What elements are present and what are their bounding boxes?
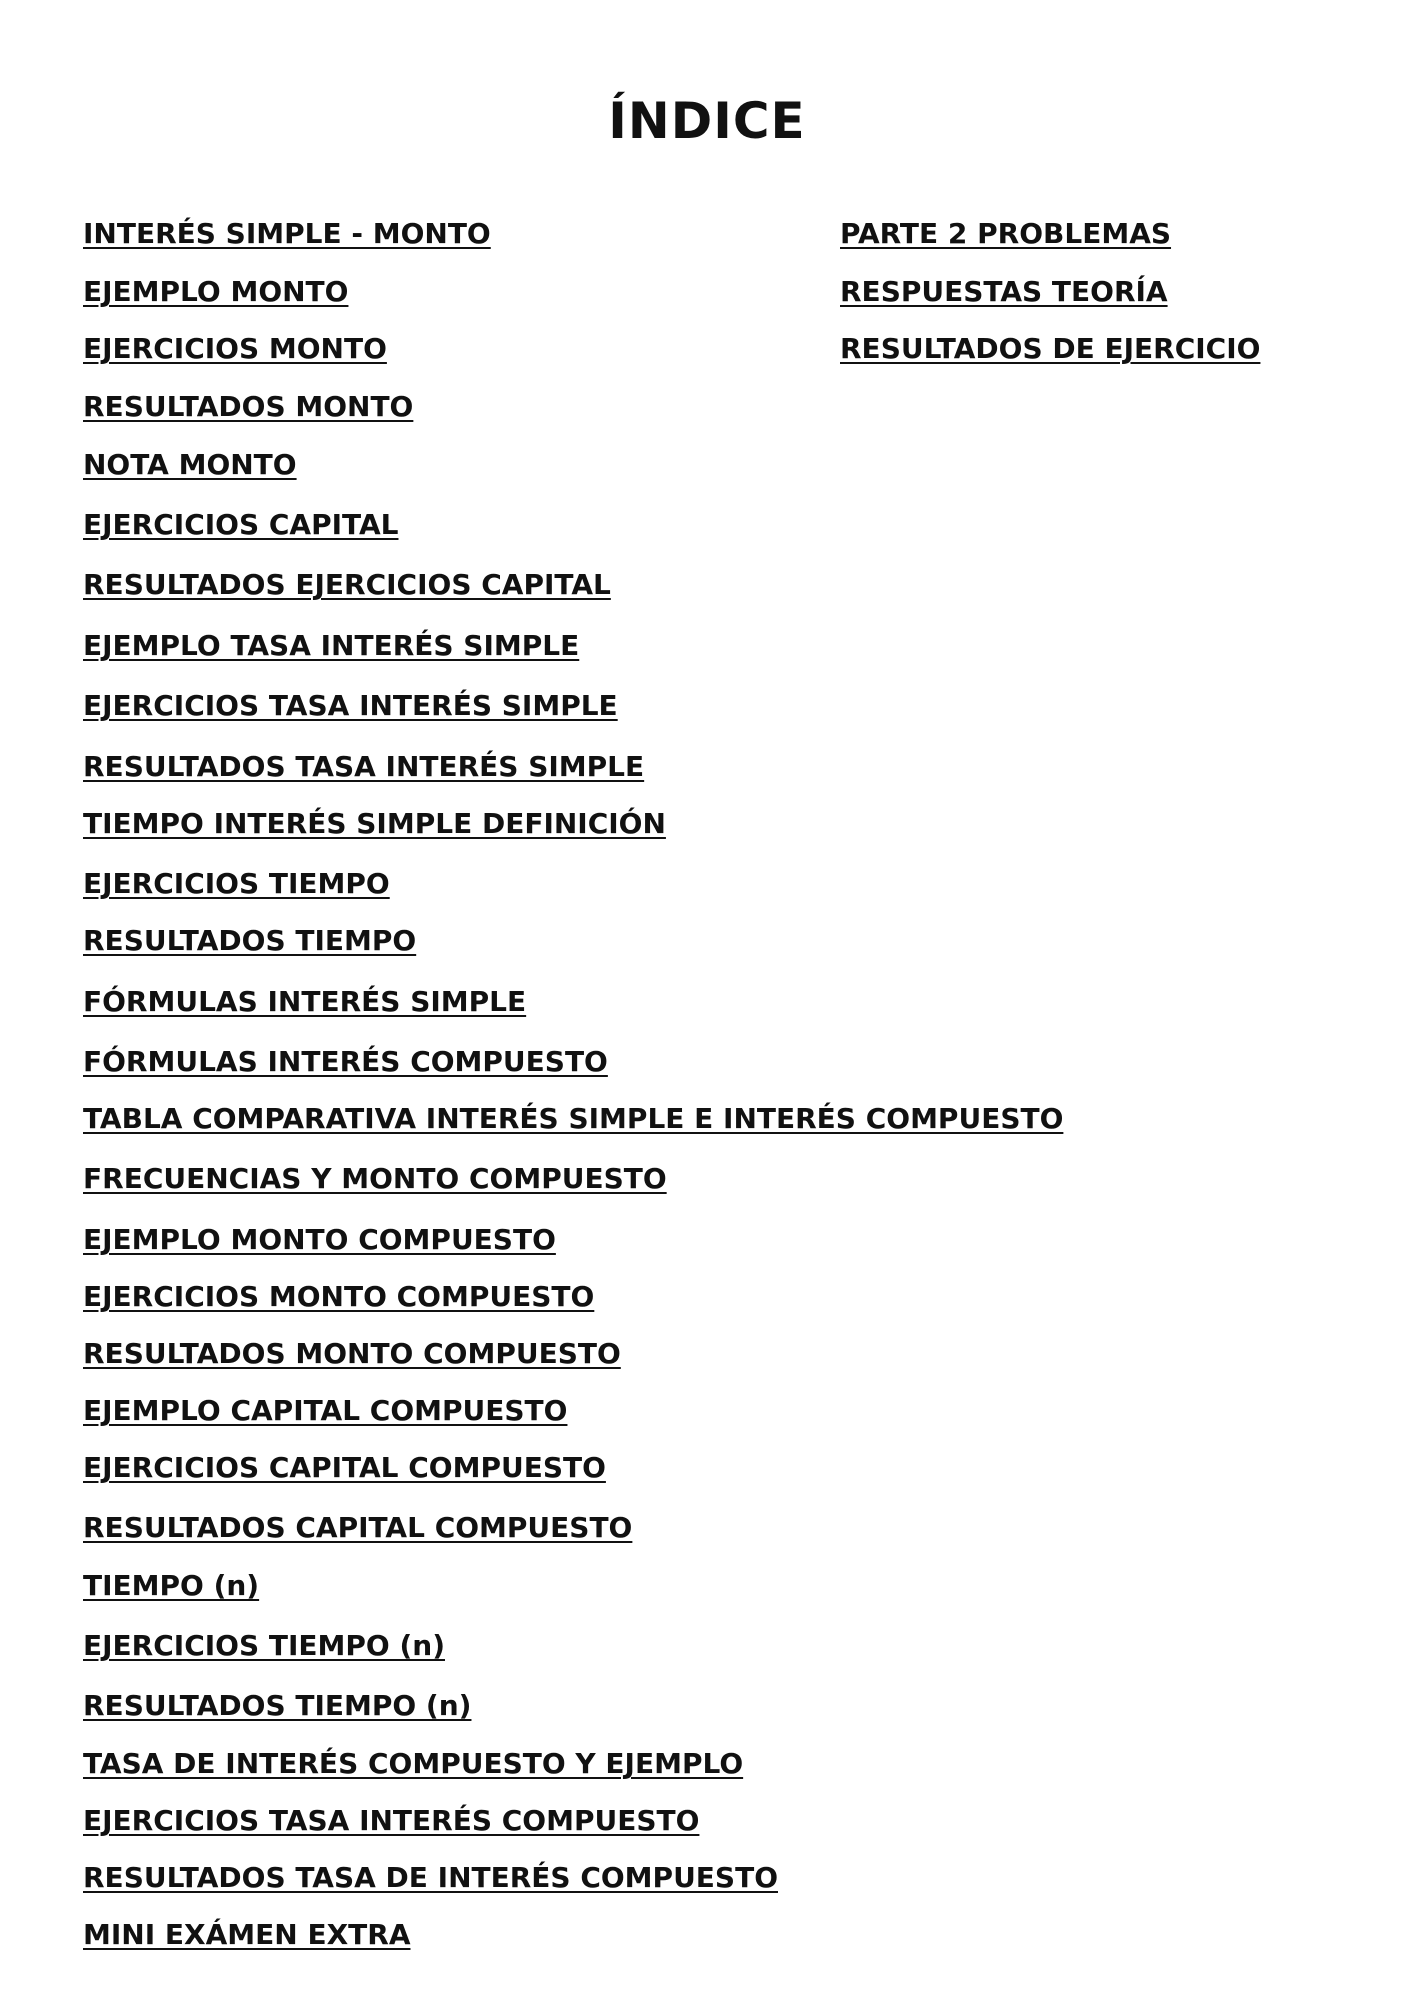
toc-link[interactable]: RESULTADOS MONTO (83, 390, 414, 423)
toc-link[interactable]: RESULTADOS TASA DE INTERÉS COMPUESTO (83, 1861, 778, 1894)
page-title: ÍNDICE (608, 92, 806, 150)
toc-link[interactable]: RESULTADOS TASA INTERÉS SIMPLE (83, 750, 645, 783)
toc-link[interactable]: INTERÉS SIMPLE - MONTO (83, 217, 491, 250)
toc-link[interactable]: EJERCICIOS TASA INTERÉS COMPUESTO (83, 1804, 700, 1837)
toc-link[interactable]: TABLA COMPARATIVA INTERÉS SIMPLE E INTERÉS COMPUESTO (83, 1102, 1064, 1135)
toc-link[interactable]: RESULTADOS EJERCICIOS CAPITAL (83, 568, 611, 601)
toc-link[interactable]: NOTA MONTO (83, 448, 297, 481)
toc-link[interactable]: EJERCICIOS TIEMPO (n) (83, 1629, 445, 1662)
toc-link[interactable]: EJERCICIOS CAPITAL COMPUESTO (83, 1451, 606, 1484)
toc-link[interactable]: FÓRMULAS INTERÉS SIMPLE (83, 985, 527, 1018)
toc-link[interactable]: RESULTADOS CAPITAL COMPUESTO (83, 1511, 633, 1544)
toc-link[interactable]: TIEMPO INTERÉS SIMPLE DEFINICIÓN (83, 807, 666, 840)
toc-link[interactable]: EJERCICIOS MONTO (83, 332, 387, 365)
toc-link[interactable]: EJERCICIOS MONTO COMPUESTO (83, 1280, 595, 1313)
toc-link[interactable]: EJEMPLO MONTO COMPUESTO (83, 1223, 556, 1256)
toc-link[interactable]: RESULTADOS MONTO COMPUESTO (83, 1337, 621, 1370)
toc-link[interactable]: FRECUENCIAS Y MONTO COMPUESTO (83, 1162, 667, 1195)
toc-link[interactable]: MINI EXÁMEN EXTRA (83, 1918, 411, 1951)
toc-link[interactable]: RESULTADOS DE EJERCICIO (840, 332, 1261, 365)
toc-link[interactable]: EJEMPLO MONTO (83, 275, 349, 308)
toc-link[interactable]: RESPUESTAS TEORÍA (840, 275, 1168, 308)
toc-link[interactable]: EJERCICIOS TASA INTERÉS SIMPLE (83, 689, 618, 722)
toc-link[interactable]: FÓRMULAS INTERÉS COMPUESTO (83, 1045, 608, 1078)
toc-link[interactable]: EJERCICIOS CAPITAL (83, 508, 399, 541)
toc-link[interactable]: PARTE 2 PROBLEMAS (840, 217, 1172, 250)
toc-link[interactable]: RESULTADOS TIEMPO (83, 924, 417, 957)
toc-link[interactable]: TIEMPO (n) (83, 1569, 260, 1602)
toc-link[interactable]: EJEMPLO TASA INTERÉS SIMPLE (83, 629, 580, 662)
toc-link[interactable]: EJEMPLO CAPITAL COMPUESTO (83, 1394, 568, 1427)
toc-link[interactable]: EJERCICIOS TIEMPO (83, 867, 390, 900)
toc-link[interactable]: RESULTADOS TIEMPO (n) (83, 1689, 472, 1722)
toc-link[interactable]: TASA DE INTERÉS COMPUESTO Y EJEMPLO (83, 1747, 744, 1780)
